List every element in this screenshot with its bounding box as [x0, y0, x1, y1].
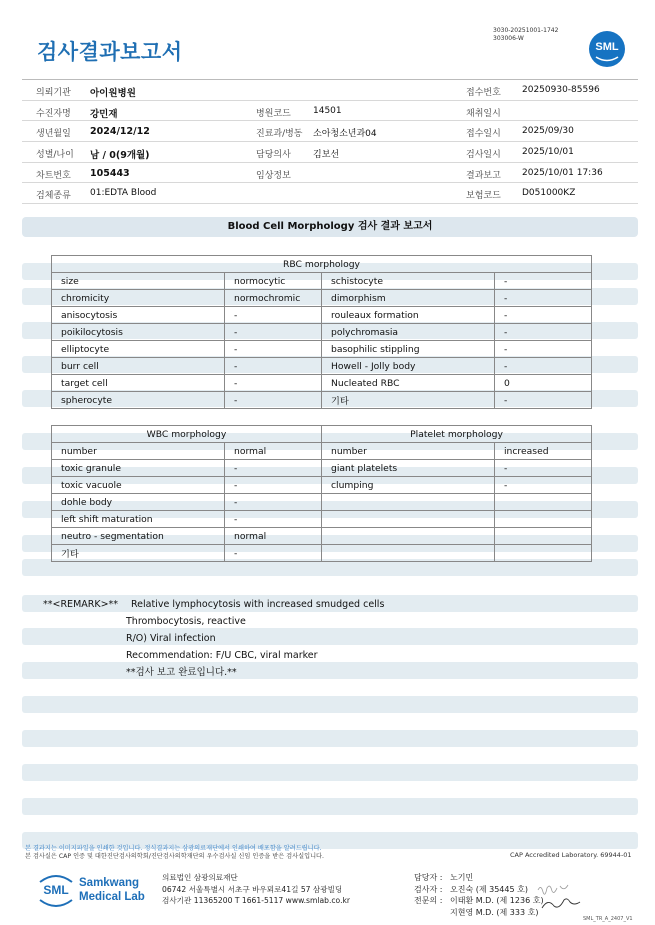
table-cell: -: [225, 392, 322, 409]
table-cell: giant platelets: [322, 460, 495, 477]
platelet-header: Platelet morphology: [322, 426, 592, 443]
remark-text: R/O) Viral infection: [126, 633, 216, 645]
staff-label: 전문의 :: [414, 896, 443, 906]
remark-tag: **<REMARK>**: [43, 599, 119, 610]
lab-name: 의료법인 삼광의료재단: [162, 873, 238, 882]
background-stripe: [22, 696, 638, 713]
table-cell: 기타: [322, 392, 495, 409]
dob-value: 2024/12/12: [90, 126, 150, 138]
staff-label: 검사자 :: [414, 884, 443, 894]
table-cell: [495, 511, 592, 528]
table-cell: -: [225, 307, 322, 324]
patient-value: 강민재: [90, 108, 118, 120]
staff-name: 지현영 M.D. (제 333 호): [450, 907, 539, 917]
table-cell: [495, 494, 592, 511]
table-cell: size: [52, 273, 225, 290]
info-row-2: [22, 101, 638, 122]
table-cell: -: [495, 307, 592, 324]
table-cell: poikilocytosis: [52, 324, 225, 341]
table-cell: Nucleated RBC: [322, 375, 495, 392]
table-cell: 기타: [52, 545, 225, 562]
table-cell: [322, 528, 495, 545]
hospital-value: 아이원병원: [90, 88, 136, 99]
table-cell: dohle body: [52, 494, 225, 511]
wbc-platelet-table: [51, 425, 592, 562]
table-cell: -: [225, 460, 322, 477]
table-cell: -: [495, 392, 592, 409]
table-row: [52, 324, 592, 341]
document-code-1: 3030-20251001-1742: [493, 27, 559, 34]
background-stripe: [22, 798, 638, 815]
staff-name: 오진숙 (제 35445 호): [450, 884, 528, 894]
table-cell: normal: [225, 528, 322, 545]
insurance-label: 보험코드: [466, 191, 501, 202]
table-cell: Howell - Jolly body: [322, 358, 495, 375]
clinical-label: 임상정보: [256, 170, 291, 181]
table-row: [52, 460, 592, 477]
form-code: SML_TR_A_2407_V1: [583, 916, 633, 922]
lab-address: [162, 872, 350, 907]
table-cell: -: [225, 358, 322, 375]
receipt-no-label: 접수번호: [466, 88, 501, 98]
report-label: 결과보고: [466, 170, 501, 181]
test-date-value: 2025/10/01: [522, 147, 574, 158]
wbc-header: WBC morphology: [52, 426, 322, 443]
staff-list: [414, 872, 544, 918]
staff-name: 노기민: [450, 873, 474, 882]
table-cell: schistocyte: [322, 273, 495, 290]
table-row: [52, 273, 592, 290]
table-cell: [495, 528, 592, 545]
table-cell: -: [225, 324, 322, 341]
patient-label: 수진자명: [36, 108, 71, 119]
table-cell: dimorphism: [322, 290, 495, 307]
document-codes: [493, 27, 558, 43]
doctor-value: 김보선: [313, 150, 340, 161]
table-cell: normocytic: [225, 273, 322, 290]
dept-label: 진료과/병동: [256, 129, 303, 140]
sex-age-label: 성별/나이: [36, 150, 74, 161]
receipt-date-value: 2025/09/30: [522, 126, 574, 137]
report-banner: Blood Cell Morphology 검사 결과 보고서: [22, 217, 638, 237]
chart-no-value: 105443: [90, 167, 130, 179]
hospital-label: 의뢰기관: [36, 88, 71, 98]
lab-street: 06742 서울특별시 서초구 바우뫼로41길 57 삼광빌딩: [162, 884, 343, 894]
logo-mark-text: SML: [43, 883, 69, 897]
sex-age-value: 남 / 0(9개월): [90, 150, 150, 162]
table-row: [52, 375, 592, 392]
table-cell: -: [495, 290, 592, 307]
page-title: 검사결과보고서: [37, 40, 183, 64]
background-stripe: [22, 662, 638, 679]
hospital-code-value: 14501: [313, 105, 342, 116]
table-cell: [495, 545, 592, 562]
lab-contact: 검사기관 11365200 T 1661-5117 www.smlab.co.kr: [162, 896, 350, 905]
signature-icon: [530, 878, 590, 914]
hospital-code-label: 병원코드: [256, 108, 291, 119]
table-cell: neutro - segmentation: [52, 528, 225, 545]
table-cell: anisocytosis: [52, 307, 225, 324]
table-row: [52, 358, 592, 375]
remark-text: **검사 보고 완료입니다.**: [126, 667, 237, 679]
table-cell: basophilic stippling: [322, 341, 495, 358]
remark-text: Relative lymphocytosis with increased smudged cells: [131, 599, 385, 610]
table-cell: polychromasia: [322, 324, 495, 341]
table-cell: clumping: [322, 477, 495, 494]
table-cell: number: [322, 443, 495, 460]
document-code-2: 303006-W: [493, 35, 524, 42]
dept-value: 소아청소년과04: [313, 129, 377, 140]
table-cell: chromicity: [52, 290, 225, 307]
background-stripe: [22, 730, 638, 747]
table-row: [52, 511, 592, 528]
table-cell: 0: [495, 375, 592, 392]
receipt-date-label: 접수일시: [466, 129, 501, 140]
report-value: 2025/10/01 17:36: [522, 167, 603, 178]
table-row: [52, 307, 592, 324]
table-row: [52, 545, 592, 562]
insurance-value: D051000KZ: [522, 188, 576, 199]
test-date-label: 검사일시: [466, 150, 501, 161]
background-stripe: [22, 628, 638, 645]
table-cell: rouleaux formation: [322, 307, 495, 324]
doctor-label: 담당의사: [256, 150, 291, 161]
table-cell: number: [52, 443, 225, 460]
staff-name: 이태환 M.D. (제 1236 호): [450, 896, 544, 906]
table-cell: -: [495, 477, 592, 494]
badge-text: SML: [595, 41, 619, 53]
samkwang-logo: [36, 872, 156, 912]
collection-label: 채취일시: [466, 108, 501, 119]
specimen-value: 01:EDTA Blood: [90, 188, 157, 199]
table-cell: -: [225, 341, 322, 358]
patient-info-table: [22, 79, 638, 204]
table-cell: -: [495, 341, 592, 358]
table-cell: increased: [495, 443, 592, 460]
chart-no-label: 차트번호: [36, 170, 71, 181]
table-cell: normal: [225, 443, 322, 460]
table-cell: -: [495, 273, 592, 290]
table-cell: -: [495, 358, 592, 375]
logo-name-line2: Medical Lab: [79, 891, 145, 903]
table-row: [52, 528, 592, 545]
sml-logo-mark: [36, 872, 76, 910]
table-cell: burr cell: [52, 358, 225, 375]
table-cell: [322, 494, 495, 511]
table-row: [52, 290, 592, 307]
logo-name-line1: Samkwang: [79, 877, 140, 889]
table-row: [52, 477, 592, 494]
table-cell: target cell: [52, 375, 225, 392]
staff-label: 담당자 :: [414, 873, 443, 882]
table-cell: -: [225, 477, 322, 494]
table-cell: [322, 545, 495, 562]
table-cell: -: [225, 545, 322, 562]
table-cell: toxic vacuole: [52, 477, 225, 494]
table-row: [52, 341, 592, 358]
table-cell: [322, 511, 495, 528]
table-row: [52, 443, 592, 460]
sml-badge-logo: [589, 31, 625, 67]
rbc-header: RBC morphology: [52, 256, 592, 273]
info-row-1: [22, 80, 638, 101]
footer-certification: 본 검사실은 CAP 인증 및 대한진단검사의학회/진단검사의학재단의 우수검사실 신임 인증을 받은 검사실입니다.: [25, 853, 324, 860]
table-row: [52, 392, 592, 409]
info-row-4: [22, 142, 638, 163]
cap-accreditation: CAP Accredited Laboratory. 69944-01: [510, 851, 632, 859]
table-row: [52, 494, 592, 511]
remark-text: Recommendation: F/U CBC, viral marker: [126, 650, 318, 662]
table-cell: -: [225, 375, 322, 392]
logo-name: [79, 876, 145, 904]
table-cell: left shift maturation: [52, 511, 225, 528]
rbc-morphology-table: [51, 255, 592, 409]
info-row-3: [22, 121, 638, 142]
footer-notice: 본 결과지는 이미지파일을 인쇄한 것입니다. 정식결과지는 삼광의료재단에서 인쇄하여 배포함을 알려드립니다.: [25, 845, 322, 852]
table-cell: -: [225, 494, 322, 511]
remark-text: Thrombocytosis, reactive: [126, 616, 246, 628]
table-cell: toxic granule: [52, 460, 225, 477]
table-cell: elliptocyte: [52, 341, 225, 358]
background-stripe: [22, 764, 638, 781]
table-cell: -: [495, 460, 592, 477]
receipt-no-value: 20250930-85596: [522, 85, 600, 95]
info-row-5: [22, 163, 638, 184]
dob-label: 생년월일: [36, 129, 71, 140]
info-row-6: [22, 183, 638, 204]
table-cell: normochromic: [225, 290, 322, 307]
table-cell: -: [495, 324, 592, 341]
specimen-label: 검체종류: [36, 191, 71, 202]
table-cell: -: [225, 511, 322, 528]
table-cell: spherocyte: [52, 392, 225, 409]
